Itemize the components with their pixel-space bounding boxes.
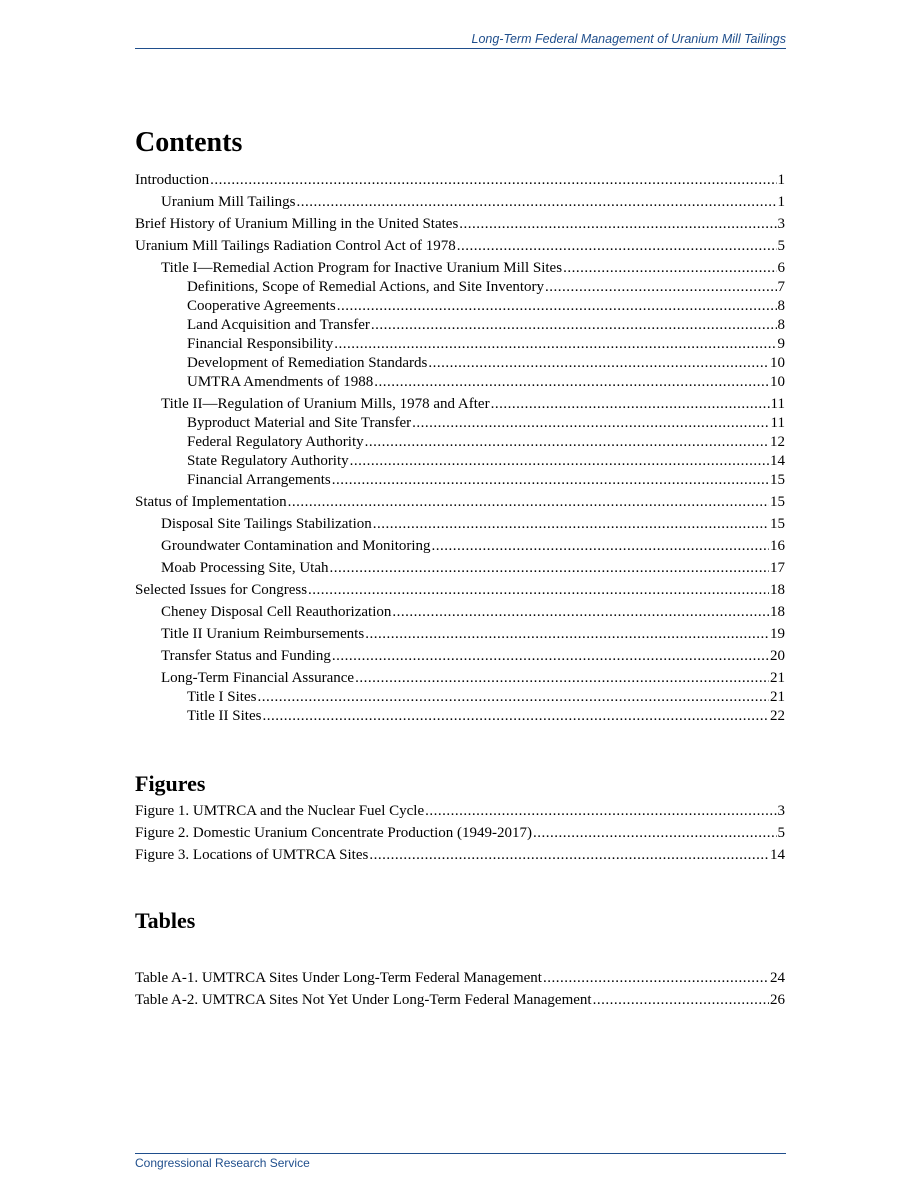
toc-entry[interactable] xyxy=(135,647,785,666)
toc-entry-page: 24 xyxy=(770,970,785,986)
dot-leader xyxy=(432,537,769,556)
toc-entry[interactable] xyxy=(135,354,785,373)
toc-entry-title: Development of Remediation Standards xyxy=(187,355,428,371)
running-header xyxy=(135,32,786,49)
toc-entry-title: Table A-1. UMTRCA Sites Under Long-Term Federal Management xyxy=(135,970,542,986)
toc-entry-page: 5 xyxy=(777,825,785,841)
toc-entry[interactable] xyxy=(135,603,785,622)
dot-leader xyxy=(350,452,769,471)
toc-entry-title: Title II—Regulation of Uranium Mills, 1978 and After xyxy=(161,396,490,412)
toc-entry-title: Title II Sites xyxy=(187,708,262,724)
figures-list xyxy=(135,802,785,865)
toc-entry-page: 18 xyxy=(770,582,785,598)
dot-leader xyxy=(412,414,769,433)
toc-entry-title: Byproduct Material and Site Transfer xyxy=(187,415,412,431)
toc-entry[interactable] xyxy=(135,559,785,578)
dot-leader xyxy=(355,669,769,688)
contents-list xyxy=(135,171,785,726)
dot-leader xyxy=(337,297,777,316)
toc-entry[interactable] xyxy=(135,171,785,190)
toc-entry-title: Table A-2. UMTRCA Sites Not Yet Under Long-Term Federal Management xyxy=(135,992,592,1008)
toc-entry-page: 11 xyxy=(770,415,785,431)
toc-entry[interactable] xyxy=(135,824,785,843)
dot-leader xyxy=(369,846,769,865)
dot-leader xyxy=(392,603,769,622)
dot-leader xyxy=(428,354,769,373)
page-footer xyxy=(135,1153,786,1171)
toc-entry-title: Transfer Status and Funding xyxy=(161,648,331,664)
tables-list xyxy=(135,969,785,1010)
toc-entry[interactable] xyxy=(135,335,785,354)
toc-entry-page: 20 xyxy=(770,648,785,664)
dot-leader xyxy=(373,515,769,534)
dot-leader xyxy=(334,335,776,354)
toc-entry-page: 3 xyxy=(777,216,785,232)
toc-entry-page: 9 xyxy=(777,336,785,352)
toc-entry-title: Status of Implementation xyxy=(135,494,287,510)
dot-leader xyxy=(425,802,776,821)
toc-entry[interactable] xyxy=(135,669,785,688)
dot-leader xyxy=(365,625,769,644)
toc-entry-page: 12 xyxy=(770,434,785,450)
toc-entry[interactable] xyxy=(135,991,785,1010)
dot-leader xyxy=(459,215,776,234)
toc-entry[interactable] xyxy=(135,471,785,490)
toc-entry[interactable] xyxy=(135,193,785,212)
toc-entry[interactable] xyxy=(135,969,785,988)
toc-entry[interactable] xyxy=(135,433,785,452)
dot-leader xyxy=(563,259,776,278)
toc-entry[interactable] xyxy=(135,537,785,556)
toc-entry-title: Figure 3. Locations of UMTRCA Sites xyxy=(135,847,369,863)
toc-entry[interactable] xyxy=(135,493,785,512)
footer-publisher: Congressional Research Service xyxy=(135,1156,310,1170)
toc-entry-page: 21 xyxy=(770,689,785,705)
toc-entry[interactable] xyxy=(135,581,785,600)
toc-entry-page: 3 xyxy=(777,803,785,819)
toc-entry[interactable] xyxy=(135,707,785,726)
toc-entry-page: 15 xyxy=(770,472,785,488)
toc-entry-page: 14 xyxy=(770,453,785,469)
toc-entry[interactable] xyxy=(135,395,785,414)
toc-entry-page: 19 xyxy=(770,626,785,642)
toc-entry-title: Brief History of Uranium Milling in the United States xyxy=(135,216,459,232)
toc-entry-title: State Regulatory Authority xyxy=(187,453,349,469)
toc-entry-title: Introduction xyxy=(135,172,210,188)
toc-entry[interactable] xyxy=(135,688,785,707)
dot-leader xyxy=(457,237,777,256)
toc-entry-title: Title II Uranium Reimbursements xyxy=(161,626,365,642)
toc-entry-title: Figure 1. UMTRCA and the Nuclear Fuel Cycle xyxy=(135,803,425,819)
toc-entry-page: 15 xyxy=(770,494,785,510)
toc-entry-title: Federal Regulatory Authority xyxy=(187,434,364,450)
dot-leader xyxy=(332,647,769,666)
toc-entry-title: Uranium Mill Tailings xyxy=(161,194,296,210)
dot-leader xyxy=(332,471,769,490)
toc-entry[interactable] xyxy=(135,414,785,433)
dot-leader xyxy=(297,193,777,212)
toc-entry-page: 8 xyxy=(777,298,785,314)
toc-entry[interactable] xyxy=(135,846,785,865)
dot-leader xyxy=(257,688,769,707)
toc-entry-title: Financial Responsibility xyxy=(187,336,334,352)
toc-entry-page: 6 xyxy=(777,260,785,276)
dot-leader xyxy=(262,707,769,726)
dot-leader xyxy=(545,278,776,297)
toc-page xyxy=(135,126,785,1010)
toc-entry-page: 16 xyxy=(770,538,785,554)
toc-entry-page: 10 xyxy=(770,374,785,390)
toc-entry[interactable] xyxy=(135,802,785,821)
toc-entry-page: 14 xyxy=(770,847,785,863)
tables-heading: Tables xyxy=(135,908,196,933)
dot-leader xyxy=(593,991,769,1010)
dot-leader xyxy=(329,559,769,578)
toc-entry-title: Cooperative Agreements xyxy=(187,298,336,314)
toc-entry-page: 21 xyxy=(770,670,785,686)
toc-entry-title: Figure 2. Domestic Uranium Concentrate Production (1949-2017) xyxy=(135,825,533,841)
toc-entry-title: Definitions, Scope of Remedial Actions, and Site Inventory xyxy=(187,279,545,295)
toc-entry-title: Long-Term Financial Assurance xyxy=(161,670,355,686)
toc-entry[interactable] xyxy=(135,515,785,534)
toc-entry-page: 8 xyxy=(777,317,785,333)
toc-entry[interactable] xyxy=(135,373,785,392)
dot-leader xyxy=(371,316,777,335)
toc-entry-title: Cheney Disposal Cell Reauthorization xyxy=(161,604,392,620)
toc-entry[interactable] xyxy=(135,215,785,234)
toc-entry-page: 10 xyxy=(770,355,785,371)
figures-heading: Figures xyxy=(135,771,206,796)
toc-entry-page: 18 xyxy=(770,604,785,620)
toc-entry[interactable] xyxy=(135,316,785,335)
toc-entry-title: Uranium Mill Tailings Radiation Control Act of 1978 xyxy=(135,238,456,254)
toc-entry-page: 15 xyxy=(770,516,785,532)
toc-entry-title: Disposal Site Tailings Stabilization xyxy=(161,516,372,532)
toc-entry-page: 17 xyxy=(770,560,785,576)
dot-leader xyxy=(308,581,769,600)
toc-entry[interactable] xyxy=(135,237,785,256)
toc-entry[interactable] xyxy=(135,625,785,644)
toc-entry-page: 26 xyxy=(770,992,785,1008)
running-header-title: Long-Term Federal Management of Uranium Mill Tailings xyxy=(471,32,786,46)
toc-entry-title: Moab Processing Site, Utah xyxy=(161,560,329,576)
toc-entry-page: 1 xyxy=(777,194,785,210)
dot-leader xyxy=(533,824,776,843)
toc-entry[interactable] xyxy=(135,259,785,278)
toc-entry-title: UMTRA Amendments of 1988 xyxy=(187,374,374,390)
toc-entry-title: Title I Sites xyxy=(187,689,257,705)
toc-entry-title: Title I—Remedial Action Program for Inactive Uranium Mill Sites xyxy=(161,260,563,276)
toc-entry-page: 5 xyxy=(777,238,785,254)
toc-entry[interactable] xyxy=(135,297,785,316)
toc-entry-page: 1 xyxy=(777,172,785,188)
dot-leader xyxy=(210,171,776,190)
toc-entry[interactable] xyxy=(135,278,785,297)
contents-heading: Contents xyxy=(135,127,243,158)
toc-entry-page: 22 xyxy=(770,708,785,724)
dot-leader xyxy=(491,395,770,414)
dot-leader xyxy=(288,493,769,512)
toc-entry-title: Selected Issues for Congress xyxy=(135,582,308,598)
toc-entry-page: 11 xyxy=(770,396,785,412)
toc-entry-title: Financial Arrangements xyxy=(187,472,331,488)
dot-leader xyxy=(543,969,769,988)
toc-entry-page: 7 xyxy=(777,279,785,295)
dot-leader xyxy=(374,373,769,392)
dot-leader xyxy=(365,433,769,452)
toc-entry-title: Land Acquisition and Transfer xyxy=(187,317,370,333)
toc-entry-title: Groundwater Contamination and Monitoring xyxy=(161,538,431,554)
toc-entry[interactable] xyxy=(135,452,785,471)
